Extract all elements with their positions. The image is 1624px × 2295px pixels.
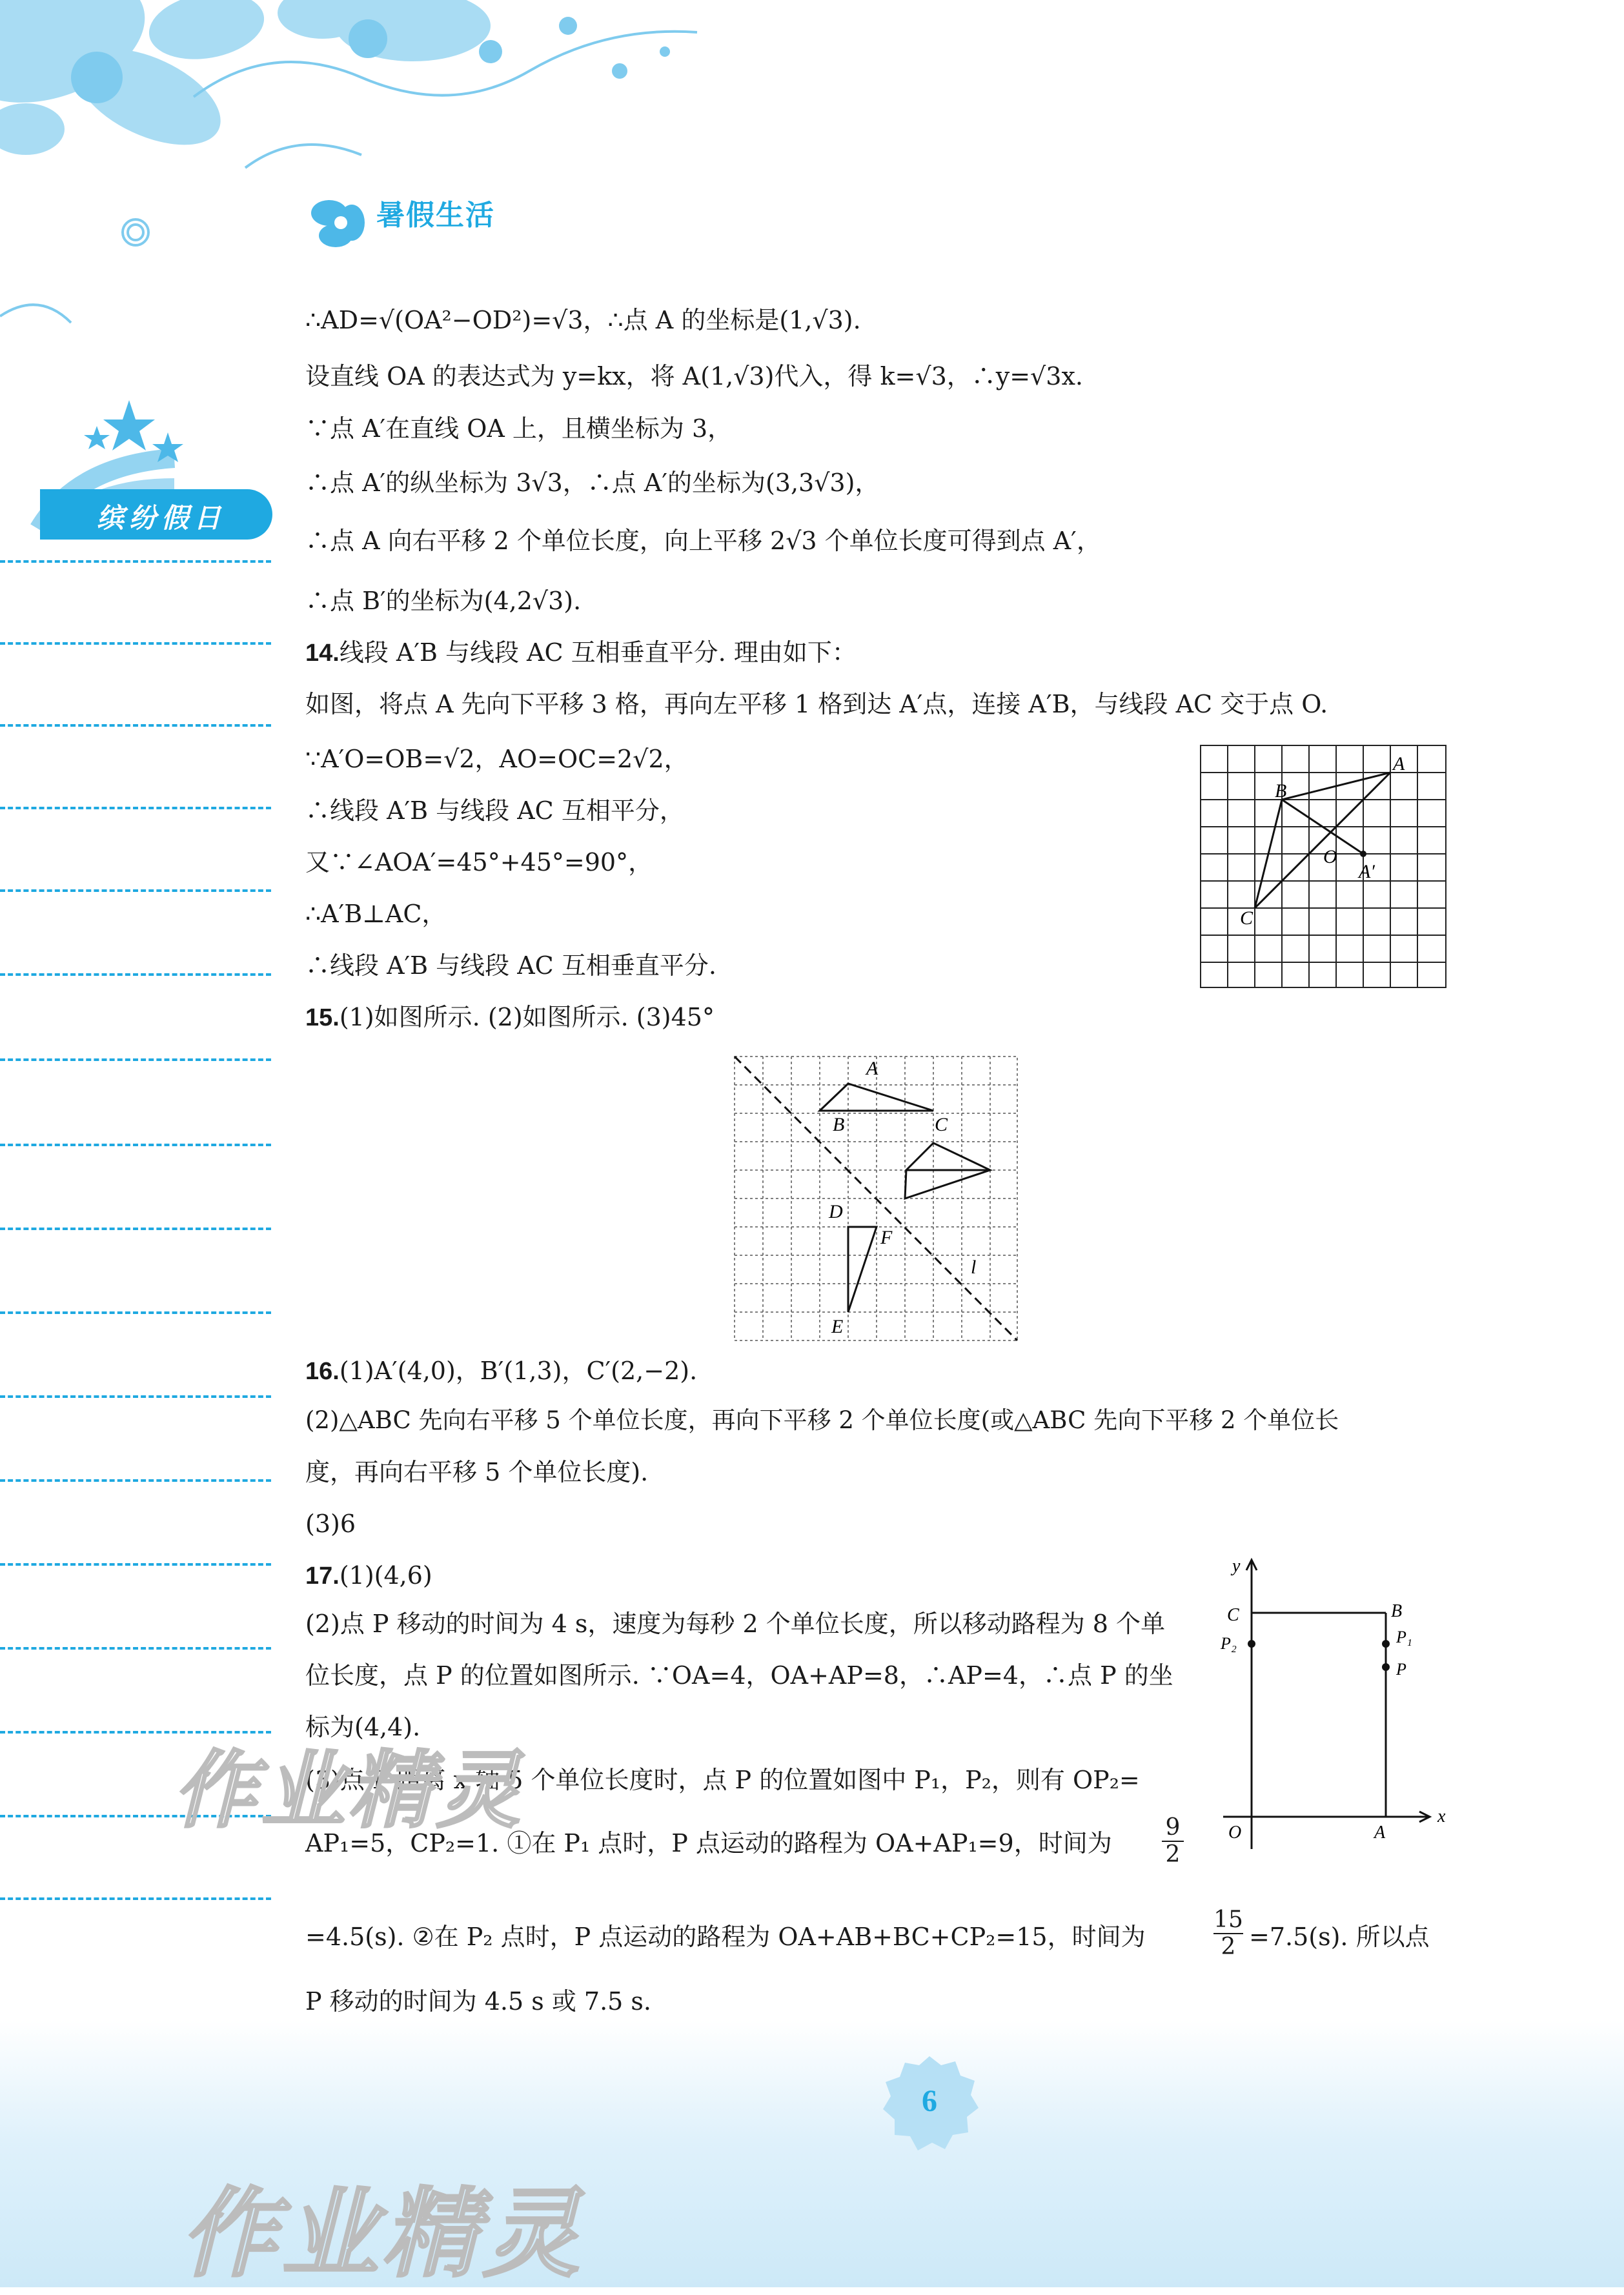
sidebar-rule <box>0 1395 271 1398</box>
label-B: B <box>1275 780 1287 802</box>
fraction-fifteen-halves <box>1213 1907 1243 1960</box>
text-line: =4.5(s). ②在 P₂ 点时，P 点运动的路程为 OA+AB+BC+CP₂=15，时间为 <box>305 1923 1146 1951</box>
label-l: l <box>971 1257 977 1278</box>
page-number: 6 <box>922 2084 937 2118</box>
sidebar-rule <box>0 1228 271 1230</box>
text-line: ∵A′O=OB=√2，AO=OC=2√2， <box>305 745 689 773</box>
label-P2: P₂ <box>1221 1634 1237 1653</box>
fraction-denominator: 2 <box>1165 1841 1181 1868</box>
sidebar-rule <box>0 1563 271 1566</box>
sidebar-rule <box>0 1647 271 1650</box>
text-line: 线段 A′B 与线段 AC 互相垂直平分. 理由如下： <box>339 638 857 667</box>
question-number: 15. <box>305 1004 340 1031</box>
sidebar-rule <box>0 1479 271 1482</box>
text-line: (2)△ABC 先向右平移 5 个单位长度，再向下平移 2 个单位长度(或△ABC 先向下平移 2 个单位长 <box>305 1406 1339 1434</box>
text-line: ∴线段 A′B 与线段 AC 互相垂直平分. <box>305 951 716 980</box>
text-line: 位长度，点 P 的位置如图所示. ∵OA=4，OA+AP=8，∴AP=4，∴点 P 的坐 <box>305 1661 1173 1690</box>
text-line: (3)点 P 距离 x 轴 5 个单位长度时，点 P 的位置如图中 P₁，P₂，则有 OP₂= <box>305 1766 1140 1794</box>
watermark: 作业精灵 <box>173 1741 525 1839</box>
q15-line <box>305 1000 715 1035</box>
label-O: O <box>1323 846 1337 867</box>
label-y: y <box>1232 1556 1241 1576</box>
sidebar-rule <box>0 973 271 976</box>
text-line: 又∵∠AOA′=45°+45°=90°， <box>305 848 653 876</box>
label-B: B <box>833 1114 845 1135</box>
text-line: ∴AD=√(OA²−OD²)=√3，∴点 A 的坐标是(1,√3). <box>305 306 861 334</box>
q16-line <box>305 1354 697 1388</box>
label-C: C <box>935 1114 948 1135</box>
label-F: F <box>880 1227 893 1248</box>
point-P1 <box>1382 1640 1390 1648</box>
triangle-DEF <box>848 1227 877 1312</box>
text-line: ∵点 A′在直线 OA 上，且横坐标为 3， <box>305 414 733 443</box>
label-A: A <box>866 1058 878 1079</box>
label-P: P <box>1396 1660 1406 1679</box>
sidebar-rule <box>0 724 271 727</box>
label-A-prime: A′ <box>1359 861 1375 882</box>
text-line: (2)点 P 移动的时间为 4 s，速度为每秒 2 个单位长度，所以移动路程为 8 个单 <box>305 1610 1166 1638</box>
question-number: 14. <box>305 640 340 667</box>
label-A: A <box>1393 753 1405 774</box>
fraction-numerator: 15 <box>1213 1906 1243 1933</box>
watermark-footer: 作业精灵 <box>181 2178 584 2290</box>
text-line: 如图，将点 A 先向下平移 3 格，再向左平移 1 格到达 A′点，连接 A′B，与线段 AC 交于点 O. <box>305 690 1328 718</box>
question-number: 16. <box>305 1358 340 1385</box>
sidebar-rule <box>0 642 271 645</box>
fraction-numerator: 9 <box>1162 1815 1184 1842</box>
label-x: x <box>1437 1806 1446 1826</box>
text-line: ∴点 A 向右平移 2 个单位长度，向上平移 2√3 个单位长度可得到点 A′， <box>305 527 1101 555</box>
fraction-denominator: 2 <box>1221 1934 1236 1960</box>
sidebar-rule <box>0 1058 271 1061</box>
text-line: ∴线段 A′B 与线段 AC 互相平分， <box>305 796 684 825</box>
text-line: (1)如图所示. (2)如图所示. (3)45° <box>339 1003 715 1031</box>
figure-17-axes <box>1210 1552 1488 1855</box>
sidebar-label-text: 缤纷假日 <box>97 502 227 534</box>
text-line: ∴点 B′的坐标为(4,2√3). <box>305 587 582 615</box>
sidebar-rule <box>0 1311 271 1314</box>
sidebar-rule <box>0 807 271 809</box>
figure-15-grid <box>733 1055 1019 1342</box>
sidebar-rule <box>0 1144 271 1146</box>
fraction-nine-halves <box>1162 1815 1184 1868</box>
question-number: 17. <box>305 1562 340 1590</box>
text-line: =7.5(s). 所以点 <box>1249 1923 1430 1951</box>
text-line: 标为(4,4). <box>305 1713 421 1741</box>
point-A-prime <box>1360 851 1366 857</box>
text-line: ∴点 A′的纵坐标为 3√3，∴点 A′的坐标为(3,3√3)， <box>305 469 880 497</box>
text-line: 设直线 OA 的表达式为 y=kx，将 A(1,√3)代入，得 k=√3，∴y=√3x. <box>305 362 1083 390</box>
text-line: 度，再向右平移 5 个单位长度). <box>305 1458 649 1486</box>
label-O: O <box>1228 1823 1242 1843</box>
point-P <box>1382 1663 1390 1671</box>
sidebar-rule <box>0 889 271 892</box>
sidebar-rule <box>0 560 271 563</box>
text-line: (1)A′(4,0)，B′(1,3)，C′(2,−2). <box>339 1357 698 1385</box>
label-A: A <box>1374 1823 1386 1843</box>
text-line: (1)(4,6) <box>339 1561 432 1590</box>
sidebar-rule <box>0 1897 271 1900</box>
label-P1: P₁ <box>1396 1628 1412 1646</box>
label-B: B <box>1391 1601 1403 1621</box>
q17-line <box>305 1559 432 1593</box>
header-title: 暑假生活 <box>376 199 495 232</box>
label-D: D <box>829 1201 843 1222</box>
label-E: E <box>831 1316 844 1337</box>
point-P2 <box>1248 1640 1255 1648</box>
label-C: C <box>1227 1605 1239 1625</box>
text-line: AP₁=5，CP₂=1. ①在 P₁ 点时，P 点运动的路程为 OA+AP₁=9，时间为 <box>305 1829 1112 1857</box>
q14-line <box>305 636 857 670</box>
text-line: (3)6 <box>305 1510 356 1538</box>
label-C: C <box>1240 907 1254 929</box>
figure-14-grid <box>1197 742 1449 991</box>
text-line: P 移动的时间为 4.5 s 或 7.5 s. <box>305 1987 651 2016</box>
text-line: ∴A′B⊥AC， <box>305 900 447 928</box>
